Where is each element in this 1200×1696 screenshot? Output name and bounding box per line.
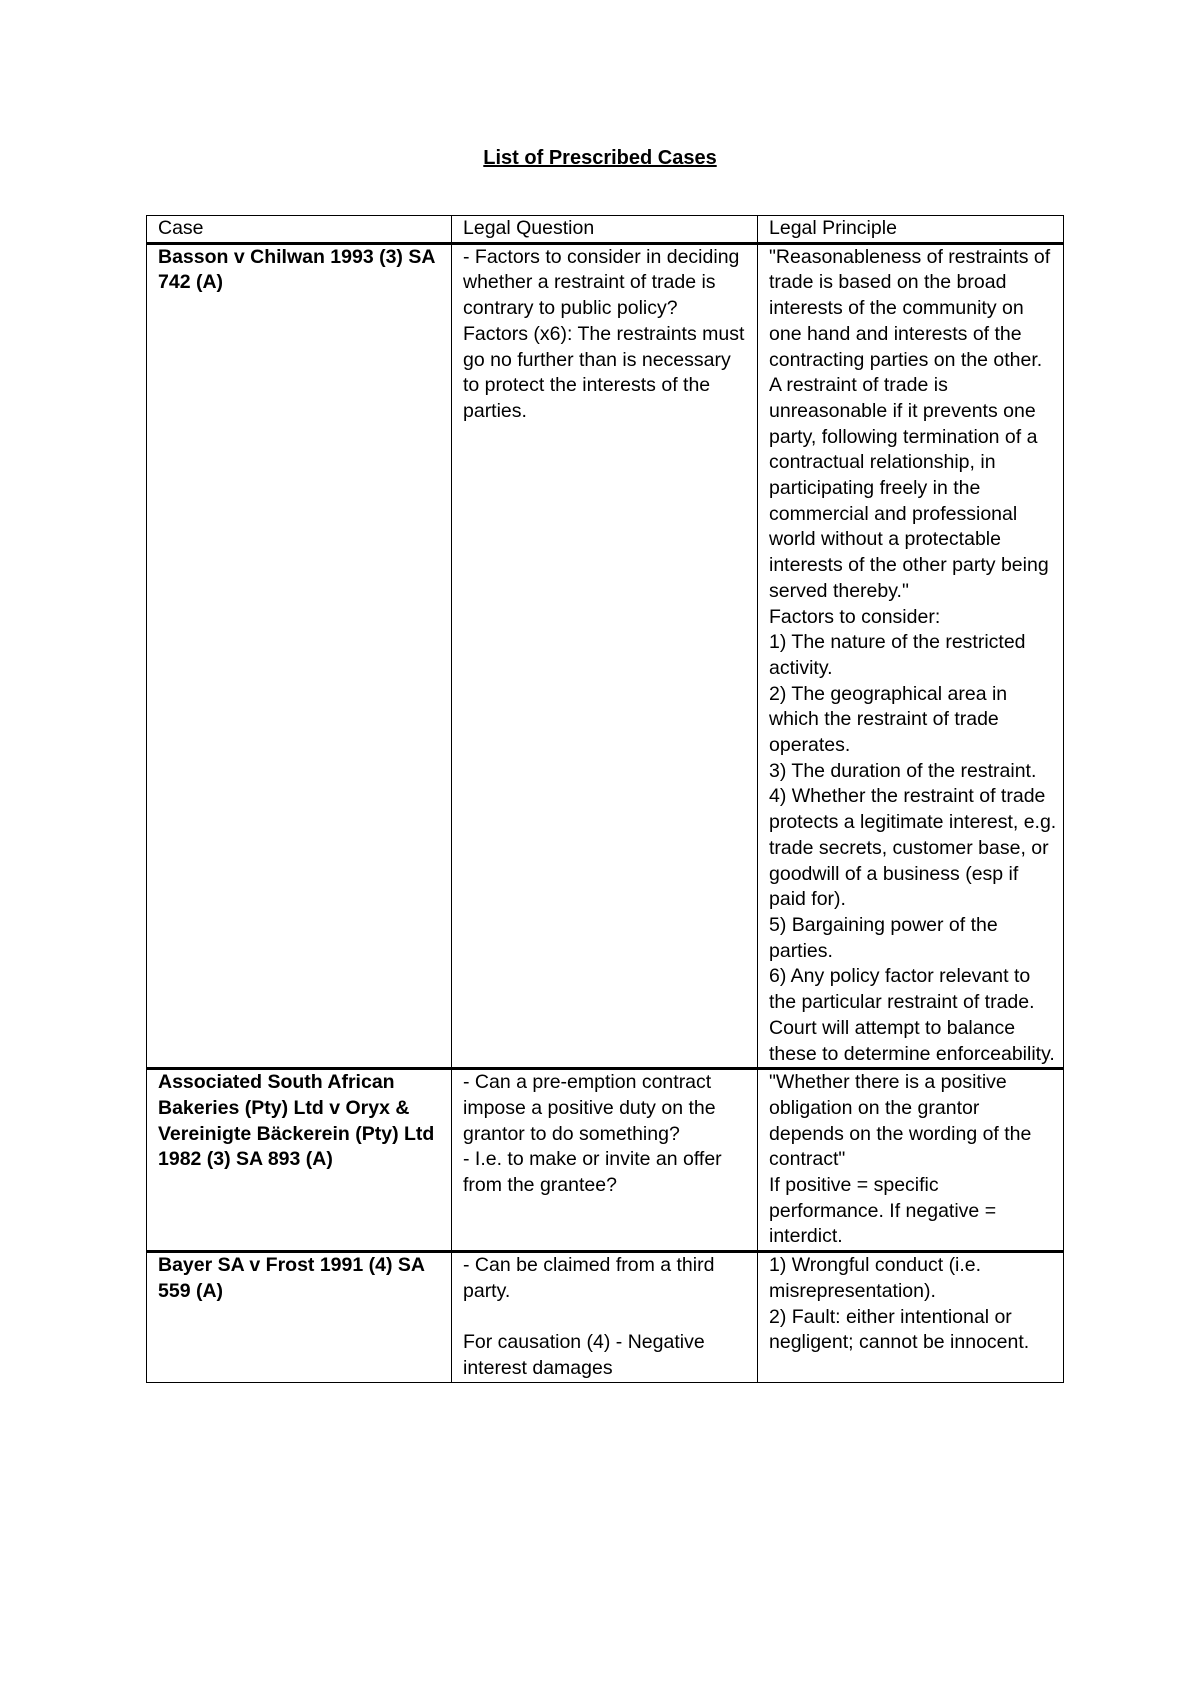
table-row	[147, 1252, 1064, 1383]
case-name: Basson v Chilwan 1993 (3) SA 742 (A)	[158, 245, 435, 294]
principle-line: "Whether there is a positive obligation on the grantor depends on the wording of the contract"	[769, 1071, 1032, 1171]
case-cell	[147, 1069, 452, 1252]
column-header-legal-question: Legal Question	[452, 216, 758, 244]
legal-principle-cell	[758, 1252, 1064, 1383]
principle-line: 4) Whether the restraint of trade protects a legitimate interest, e.g. trade secrets, customer base, or goodwill of a business (esp if paid for).	[769, 785, 1057, 911]
legal-question-cell	[452, 243, 758, 1069]
table-row	[147, 243, 1064, 1069]
question-line: - Factors to consider in deciding whether a restraint of trade is contrary to public policy?	[463, 245, 740, 320]
question-line: For causation (4) - Negative interest damages	[463, 1331, 705, 1379]
prescribed-cases-table	[146, 215, 1064, 1383]
table-row	[147, 1069, 1064, 1252]
legal-question-cell	[452, 1252, 758, 1383]
question-line: - I.e. to make or invite an offer from the grantee?	[463, 1148, 722, 1197]
column-header-case: Case	[147, 216, 452, 244]
question-line: Factors (x6): The restraints must go no further than is necessary to protect the interests of the parties.	[463, 322, 745, 422]
question-line	[463, 1305, 751, 1331]
legal-question-cell	[452, 1069, 758, 1252]
legal-principle-cell	[758, 1069, 1064, 1252]
case-name: Bayer SA v Frost 1991 (4) SA 559 (A)	[158, 1254, 425, 1302]
principle-line: 1) The nature of the restricted activity.	[769, 631, 1026, 679]
table-header-row	[147, 216, 1064, 244]
question-line: - Can a pre-emption contract impose a positive duty on the grantor to do something?	[463, 1071, 716, 1145]
principle-line: 2) Fault: either intentional or negligent; cannot be innocent.	[769, 1305, 1030, 1354]
principle-line: 5) Bargaining power of the parties.	[769, 913, 998, 962]
case-name: Associated South African Bakeries (Pty) Ltd v Oryx & Vereinigte Bäckerein (Pty) Ltd 1982 (3) SA 893 (A)	[158, 1071, 435, 1171]
principle-line: 1) Wrongful conduct (i.e. misrepresentation).	[769, 1254, 982, 1302]
principle-line: Court will attempt to balance these to determine enforceability.	[769, 1016, 1055, 1065]
principle-line: If positive = specific performance. If negative = interdict.	[769, 1174, 997, 1248]
principle-line: 3) The duration of the restraint.	[769, 759, 1037, 782]
principle-line: "Reasonableness of restraints of trade is based on the broad interests of the community on one hand and interests of the contracting parties on the other. A restraint of trade is unreasonable if it prevents one party, following termination of a contractual relationship, in participating freely in the commercial and professional world without a protectable interests of the other party being served thereby."	[769, 245, 1051, 602]
question-line: - Can be claimed from a third party.	[463, 1254, 715, 1302]
case-cell	[147, 243, 452, 1069]
principle-line: 2) The geographical area in which the restraint of trade operates.	[769, 682, 1008, 757]
case-cell	[147, 1252, 452, 1383]
legal-principle-cell	[758, 243, 1064, 1069]
column-header-legal-principle: Legal Principle	[758, 216, 1064, 244]
principle-line: Factors to consider:	[769, 605, 941, 628]
page-title: List of Prescribed Cases	[483, 147, 717, 169]
principle-line: 6) Any policy factor relevant to the particular restraint of trade.	[769, 965, 1035, 1014]
